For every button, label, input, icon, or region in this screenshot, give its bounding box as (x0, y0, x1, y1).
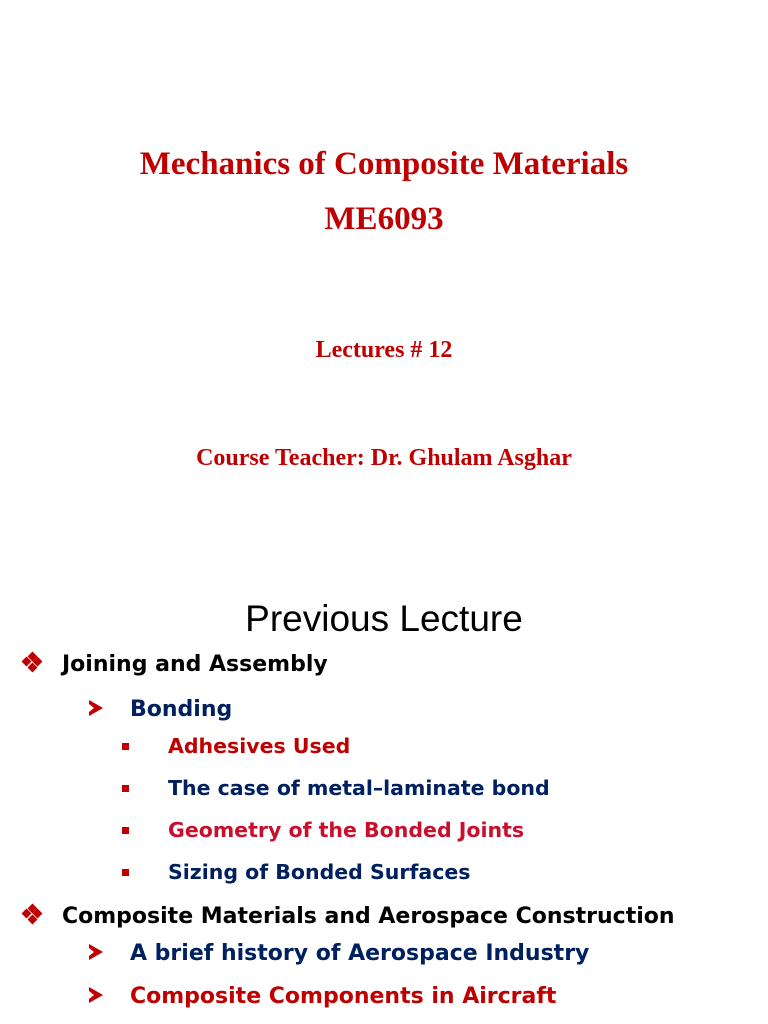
square-bullet-icon (118, 781, 132, 795)
list-item-text: Geometry of the Bonded Joints (168, 818, 525, 842)
slide-title: Previous Lecture (245, 598, 523, 639)
list-item (118, 773, 550, 803)
arrow-bullet-icon (82, 984, 110, 1009)
list-item-text: Composite Materials and Aerospace Construction (62, 903, 675, 929)
list-item (118, 857, 470, 887)
diamond-bullet-icon (16, 905, 48, 928)
list-item (16, 900, 675, 932)
lecture-number: Lectures # 12 (315, 337, 453, 363)
list-item (82, 693, 232, 725)
arrow-bullet-icon (82, 697, 110, 722)
list-item-text: Bonding (130, 696, 233, 722)
list-item-text: A brief history of Aerospace Industry (130, 940, 590, 966)
list-item-text: Joining and Assembly (62, 651, 328, 677)
list-item (82, 980, 556, 1012)
list-item-text: Composite Components in Aircraft (130, 983, 557, 1009)
diamond-bullet-icon (16, 653, 48, 676)
course-code: ME6093 (324, 201, 444, 237)
square-bullet-icon (118, 865, 132, 879)
arrow-bullet-icon (82, 941, 110, 966)
list-item (82, 937, 589, 969)
list-item (118, 731, 350, 761)
previous-lecture-slide (0, 576, 768, 1024)
list-item-text: Adhesives Used (168, 734, 351, 758)
list-item-text: Sizing of Bonded Surfaces (168, 860, 471, 884)
list-item-text: The case of metal–laminate bond (168, 776, 550, 800)
square-bullet-icon (118, 739, 132, 753)
square-bullet-icon (118, 823, 132, 837)
course-teacher: Course Teacher: Dr. Ghulam Asghar (196, 445, 572, 471)
list-item (118, 815, 524, 845)
course-title: Mechanics of Composite Materials (139, 146, 629, 182)
list-item (16, 648, 328, 680)
